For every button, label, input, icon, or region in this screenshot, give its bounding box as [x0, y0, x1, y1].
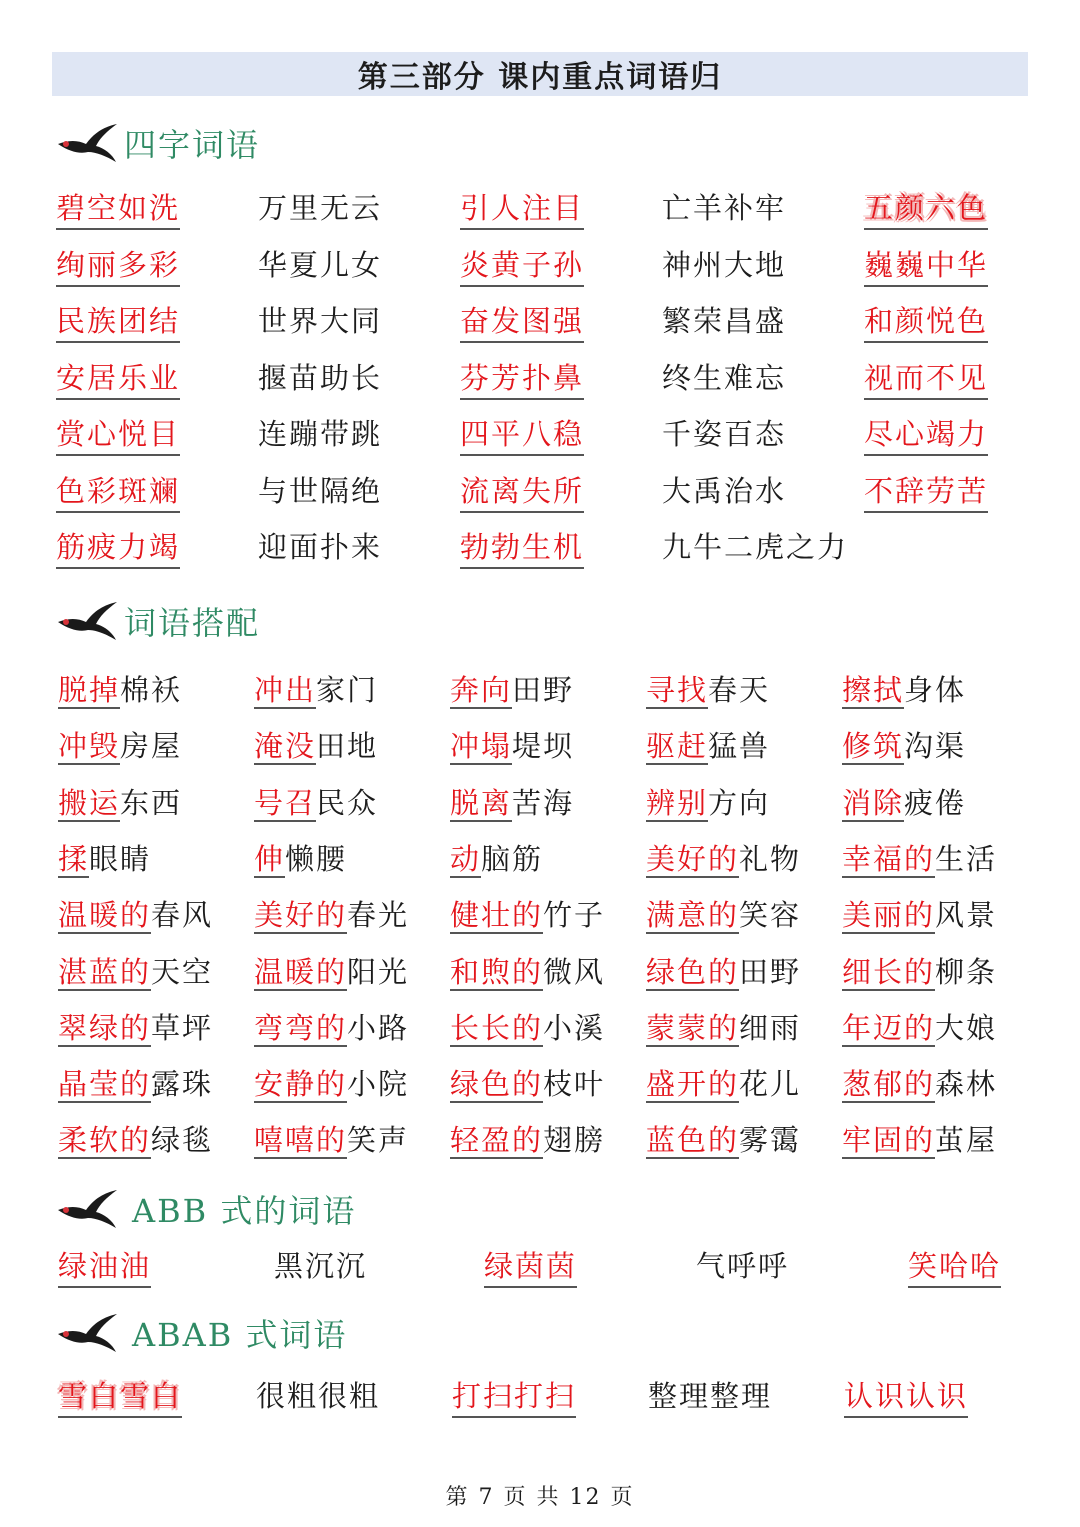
collocation-modifier: 细长的: [842, 954, 936, 989]
section-heading-abb: [56, 1186, 356, 1232]
collocation-noun: 竹子: [543, 898, 606, 933]
collocation-modifier: 消除: [842, 785, 905, 820]
collocation-item: [58, 837, 151, 878]
collocation-noun: 春光: [347, 898, 410, 933]
section-title: 词语搭配: [124, 604, 261, 642]
word-row: [0, 1244, 1080, 1294]
collocation-modifier: 寻找: [646, 673, 709, 707]
word-item: 民族团结: [56, 299, 180, 343]
word-item: 绿油油: [58, 1244, 151, 1288]
word-item: 勃勃生机: [460, 525, 584, 569]
page-header: [52, 52, 1028, 96]
collocation-item: [254, 893, 409, 934]
collocation-item: [254, 668, 378, 709]
collocation-modifier: 温暖的: [254, 954, 348, 989]
word-item: 尽心竭力: [864, 412, 988, 456]
word-item: 揠苗助长: [258, 360, 383, 395]
collocation-noun: 方向: [708, 785, 771, 820]
collocation-modifier: 柔软的: [58, 1123, 152, 1158]
collocation-modifier: 脱离: [450, 785, 513, 820]
collocation-noun: 露珠: [151, 1067, 214, 1102]
word-row: [0, 781, 1080, 831]
collocation-modifier: 伸: [254, 841, 286, 876]
word-item: 华夏儿女: [258, 247, 383, 282]
word-row: [0, 837, 1080, 887]
collocation-noun: 生活: [935, 841, 998, 876]
word-row: [0, 186, 1080, 236]
collocation-noun: 民众: [316, 785, 379, 820]
collocation-noun: 东西: [120, 785, 183, 820]
collocation-item: [842, 893, 997, 934]
word-item: 绚丽多彩: [56, 243, 180, 287]
word-item: 整理整理: [648, 1379, 773, 1413]
collocation-noun: 天空: [151, 954, 214, 989]
page-number: 第 7 页 共 12 页: [445, 1485, 635, 1510]
collocation-modifier: 翠绿的: [58, 1010, 152, 1045]
collocation-noun: 大娘: [935, 1010, 998, 1045]
collocation-modifier: 美好的: [646, 841, 740, 876]
collocation-modifier: 奔向: [450, 673, 513, 707]
word-item: 碧空如洗: [56, 186, 180, 230]
collocation-modifier: 健壮的: [450, 898, 544, 933]
word-item: 绿茵茵: [484, 1244, 577, 1288]
collocation-noun: 柳条: [935, 954, 998, 989]
word-item: 色彩斑斓: [56, 469, 180, 513]
word-item: 黑沉沉: [274, 1249, 368, 1283]
collocation-modifier: 长长的: [450, 1010, 544, 1045]
collocation-modifier: 冲塌: [450, 729, 513, 764]
word-item: 赏心悦目: [56, 412, 180, 456]
collocation-noun: 小路: [347, 1010, 410, 1045]
collocation-modifier: 冲出: [254, 673, 317, 707]
word-item: 奋发图强: [460, 299, 584, 343]
collocation-item: [450, 1062, 605, 1103]
word-row: [0, 412, 1080, 462]
word-item: 连蹦带跳: [258, 417, 383, 451]
collocation-modifier: 动: [450, 841, 482, 876]
collocation-item: [450, 724, 574, 765]
collocation-item: [450, 837, 543, 878]
collocation-modifier: 葱郁的: [842, 1067, 936, 1102]
collocation-item: [842, 837, 997, 878]
collocation-modifier: 搬运: [58, 785, 121, 820]
collocation-modifier: 修筑: [842, 729, 905, 764]
collocation-item: [254, 1118, 409, 1159]
word-item: 流离失所: [460, 469, 584, 513]
word-item: 终生难忘: [662, 360, 787, 395]
section-title: ABB 式的词语: [132, 1192, 357, 1230]
collocation-noun: 茧屋: [935, 1123, 998, 1158]
collocation-noun: 田野: [739, 954, 802, 989]
collocation-item: [58, 893, 213, 934]
collocation-noun: 小院: [347, 1067, 410, 1102]
collocation-item: [450, 1006, 605, 1047]
word-row: [0, 668, 1080, 718]
word-item: 九牛二虎之力: [662, 530, 849, 564]
collocation-modifier: 脱掉: [58, 673, 121, 707]
collocation-modifier: 美好的: [254, 898, 348, 933]
section-heading-abab: [56, 1310, 347, 1356]
word-row: [0, 299, 1080, 349]
collocation-item: [58, 950, 213, 991]
collocation-noun: 细雨: [739, 1010, 802, 1045]
collocation-modifier: 驱赶: [646, 729, 709, 764]
word-item: 视而不见: [864, 356, 988, 400]
collocation-item: [646, 837, 801, 878]
word-item: 四平八稳: [460, 412, 584, 456]
word-row: [0, 724, 1080, 774]
collocation-modifier: 年迈的: [842, 1010, 936, 1045]
section-title: 四字词语: [124, 126, 261, 164]
word-item: 和颜悦色: [864, 299, 988, 343]
collocation-noun: 雾霭: [739, 1123, 802, 1158]
page-title: 第三部分 课内重点词语归: [357, 60, 723, 95]
collocation-noun: 田地: [316, 729, 379, 764]
collocation-item: [58, 724, 182, 765]
collocation-noun: 懒腰: [285, 841, 348, 876]
word-row: [0, 1118, 1080, 1168]
collocation-noun: 风景: [935, 898, 998, 933]
collocation-modifier: 揉: [58, 841, 90, 876]
collocation-noun: 脑筋: [481, 841, 544, 876]
section-heading-collocation: [56, 598, 260, 644]
collocation-item: [646, 781, 770, 822]
word-item: 世界大同: [258, 304, 383, 338]
collocation-item: [58, 668, 182, 709]
collocation-noun: 绿毯: [151, 1123, 214, 1158]
word-row: [0, 243, 1080, 293]
collocation-item: [646, 1062, 801, 1103]
word-item: 安居乐业: [56, 356, 180, 400]
word-item: 认识认识: [844, 1374, 968, 1418]
word-item: 芬芳扑鼻: [460, 356, 584, 400]
swallow-icon: [56, 1186, 118, 1232]
collocation-modifier: 安静的: [254, 1067, 348, 1102]
collocation-noun: 猛兽: [708, 729, 771, 764]
collocation-item: [254, 1062, 409, 1103]
collocation-modifier: 冲毁: [58, 729, 121, 764]
collocation-modifier: 弯弯的: [254, 1010, 348, 1045]
collocation-modifier: 美丽的: [842, 898, 936, 933]
collocation-item: [450, 781, 574, 822]
word-item: 繁荣昌盛: [662, 304, 787, 338]
collocation-noun: 微风: [543, 954, 606, 989]
collocation-noun: 春天: [708, 673, 771, 707]
word-item: 雪白雪白: [58, 1374, 182, 1418]
collocation-item: [58, 1062, 213, 1103]
swallow-icon: [56, 1310, 118, 1356]
section-title: ABAB 式词语: [132, 1316, 348, 1354]
collocation-noun: 沟渠: [904, 729, 967, 764]
collocation-noun: 棉袄: [120, 673, 183, 707]
collocation-noun: 笑声: [347, 1123, 410, 1158]
word-item: 引人注目: [460, 186, 584, 230]
collocation-noun: 森林: [935, 1067, 998, 1102]
collocation-noun: 疲倦: [904, 785, 967, 820]
collocation-noun: 翅膀: [543, 1123, 606, 1158]
collocation-noun: 草坪: [151, 1010, 214, 1045]
collocation-noun: 身体: [904, 673, 967, 707]
word-item: 很粗很粗: [256, 1379, 381, 1413]
collocation-item: [254, 1006, 409, 1047]
word-row: [0, 356, 1080, 406]
word-item: 神州大地: [662, 247, 787, 282]
word-row: [0, 469, 1080, 519]
word-item: 亡羊补牢: [662, 191, 787, 225]
word-item: 筋疲力竭: [56, 525, 180, 569]
collocation-noun: 春风: [151, 898, 214, 933]
word-item: 万里无云: [258, 191, 383, 225]
collocation-noun: 阳光: [347, 954, 410, 989]
collocation-item: [842, 781, 966, 822]
word-item: 巍巍中华: [864, 243, 988, 287]
collocation-item: [58, 1118, 213, 1159]
collocation-item: [646, 950, 801, 991]
word-row: [0, 893, 1080, 943]
swallow-icon: [56, 120, 118, 166]
collocation-item: [842, 1118, 997, 1159]
collocation-modifier: 绿色的: [646, 954, 740, 989]
collocation-item: [646, 724, 770, 765]
collocation-noun: 眼睛: [89, 841, 152, 876]
collocation-item: [450, 1118, 605, 1159]
collocation-modifier: 擦拭: [842, 673, 905, 707]
collocation-modifier: 幸福的: [842, 841, 936, 876]
word-item: 大禹治水: [662, 473, 787, 508]
word-row: [0, 950, 1080, 1000]
collocation-item: [254, 837, 347, 878]
section-heading-four-char: [56, 120, 260, 166]
collocation-item: [646, 1118, 801, 1159]
collocation-modifier: 淹没: [254, 729, 317, 764]
word-item: 迎面扑来: [258, 530, 383, 564]
collocation-modifier: 湛蓝的: [58, 954, 152, 989]
collocation-item: [58, 781, 182, 822]
collocation-item: [646, 1006, 801, 1047]
collocation-noun: 田野: [512, 673, 575, 707]
collocation-modifier: 蓝色的: [646, 1123, 740, 1158]
collocation-item: [842, 1006, 997, 1047]
collocation-noun: 房屋: [120, 729, 183, 764]
collocation-modifier: 牢固的: [842, 1123, 936, 1158]
word-item: 打扫打扫: [452, 1374, 576, 1418]
collocation-item: [842, 724, 966, 765]
collocation-modifier: 轻盈的: [450, 1123, 544, 1158]
collocation-noun: 花儿: [739, 1067, 802, 1102]
word-item: 不辞劳苦: [864, 469, 988, 513]
collocation-modifier: 晶莹的: [58, 1067, 152, 1102]
collocation-modifier: 号召: [254, 785, 317, 820]
collocation-modifier: 盛开的: [646, 1067, 740, 1102]
collocation-noun: 小溪: [543, 1010, 606, 1045]
collocation-item: [646, 668, 770, 709]
word-row: [0, 1006, 1080, 1056]
collocation-item: [842, 668, 966, 709]
word-row: [0, 525, 1080, 575]
collocation-modifier: 满意的: [646, 898, 740, 933]
collocation-modifier: 和煦的: [450, 954, 544, 989]
word-item: 五颜六色: [864, 186, 988, 230]
word-row: [0, 1062, 1080, 1112]
word-item: 笑哈哈: [908, 1244, 1001, 1288]
collocation-noun: 枝叶: [543, 1067, 606, 1102]
collocation-item: [842, 950, 997, 991]
collocation-item: [450, 950, 605, 991]
collocation-noun: 笑容: [739, 898, 802, 933]
swallow-icon: [56, 598, 118, 644]
collocation-noun: 苦海: [512, 785, 575, 820]
collocation-modifier: 辨别: [646, 785, 709, 820]
collocation-noun: 礼物: [739, 841, 802, 876]
collocation-modifier: 嘻嘻的: [254, 1123, 348, 1158]
word-row: [0, 1374, 1080, 1424]
word-item: 炎黄子孙: [460, 243, 584, 287]
collocation-item: [254, 950, 409, 991]
collocation-noun: 家门: [316, 673, 379, 707]
word-item: 气呼呼: [696, 1249, 790, 1283]
collocation-item: [450, 893, 605, 934]
collocation-item: [254, 781, 378, 822]
word-item: 千姿百态: [662, 417, 787, 451]
collocation-modifier: 绿色的: [450, 1067, 544, 1102]
collocation-item: [646, 893, 801, 934]
collocation-modifier: 温暖的: [58, 898, 152, 933]
collocation-item: [58, 1006, 213, 1047]
collocation-item: [842, 1062, 997, 1103]
collocation-noun: 堤坝: [512, 729, 575, 764]
collocation-item: [450, 668, 574, 709]
collocation-modifier: 蒙蒙的: [646, 1010, 740, 1045]
collocation-item: [254, 724, 378, 765]
word-item: 与世隔绝: [258, 473, 383, 508]
